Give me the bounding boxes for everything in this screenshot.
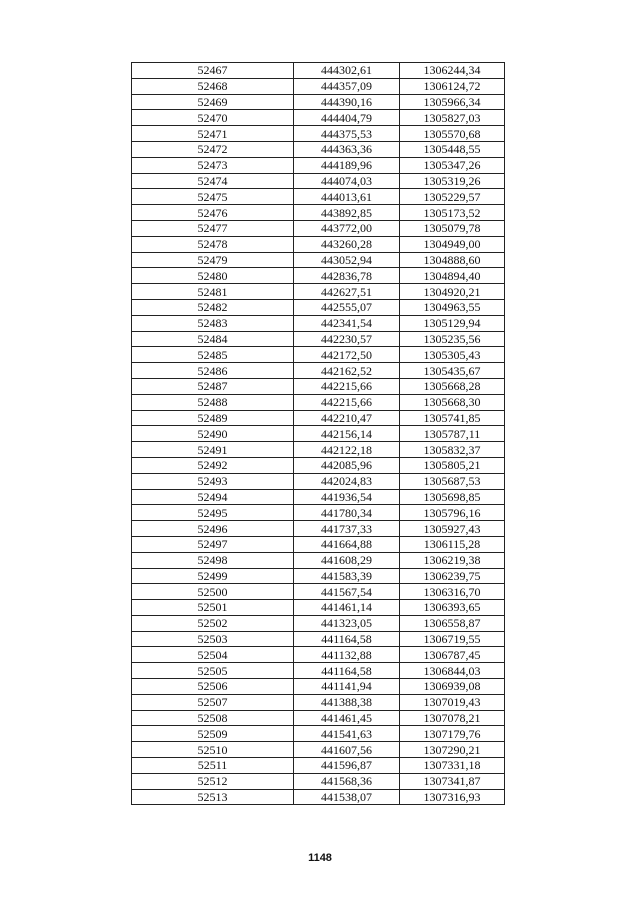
x-coordinate-cell: 441164,58	[294, 631, 400, 647]
point-number-cell: 52485	[132, 347, 294, 363]
x-coordinate-cell: 444390,16	[294, 94, 400, 110]
point-number-cell: 52503	[132, 631, 294, 647]
x-coordinate-cell: 441538,07	[294, 789, 400, 805]
table-row	[132, 505, 505, 521]
table-row	[132, 758, 505, 774]
x-coordinate-cell: 442215,66	[294, 378, 400, 394]
y-coordinate-cell: 1307331,18	[400, 758, 505, 774]
x-coordinate-cell: 442085,96	[294, 457, 400, 473]
point-number-cell: 52513	[132, 789, 294, 805]
point-number-cell: 52512	[132, 773, 294, 789]
y-coordinate-cell: 1305698,85	[400, 489, 505, 505]
x-coordinate-cell: 441583,39	[294, 568, 400, 584]
table-row	[132, 410, 505, 426]
table-row	[132, 78, 505, 94]
table-row	[132, 789, 505, 805]
table-row	[132, 457, 505, 473]
x-coordinate-cell: 442156,14	[294, 426, 400, 442]
table-row	[132, 315, 505, 331]
x-coordinate-cell: 443052,94	[294, 252, 400, 268]
y-coordinate-cell: 1306239,75	[400, 568, 505, 584]
y-coordinate-cell: 1306719,55	[400, 631, 505, 647]
point-number-cell: 52468	[132, 78, 294, 94]
point-number-cell: 52500	[132, 584, 294, 600]
x-coordinate-cell: 443892,85	[294, 205, 400, 221]
y-coordinate-cell: 1304963,55	[400, 299, 505, 315]
table-row	[132, 694, 505, 710]
point-number-cell: 52511	[132, 758, 294, 774]
point-number-cell: 52481	[132, 284, 294, 300]
point-number-cell: 52467	[132, 63, 294, 79]
table-row	[132, 552, 505, 568]
table-row	[132, 157, 505, 173]
point-number-cell: 52469	[132, 94, 294, 110]
y-coordinate-cell: 1305796,16	[400, 505, 505, 521]
point-number-cell: 52489	[132, 410, 294, 426]
y-coordinate-cell: 1306124,72	[400, 78, 505, 94]
point-number-cell: 52480	[132, 268, 294, 284]
y-coordinate-cell: 1305966,34	[400, 94, 505, 110]
point-number-cell: 52482	[132, 299, 294, 315]
point-number-cell: 52505	[132, 663, 294, 679]
point-number-cell: 52510	[132, 742, 294, 758]
point-number-cell: 52475	[132, 189, 294, 205]
point-number-cell: 52488	[132, 394, 294, 410]
y-coordinate-cell: 1305129,94	[400, 315, 505, 331]
x-coordinate-cell: 441596,87	[294, 758, 400, 774]
point-number-cell: 52484	[132, 331, 294, 347]
point-number-cell: 52501	[132, 600, 294, 616]
point-number-cell: 52499	[132, 568, 294, 584]
x-coordinate-cell: 442215,66	[294, 394, 400, 410]
y-coordinate-cell: 1305435,67	[400, 363, 505, 379]
y-coordinate-cell: 1305079,78	[400, 220, 505, 236]
x-coordinate-cell: 441541,63	[294, 726, 400, 742]
point-number-cell: 52507	[132, 694, 294, 710]
table-row	[132, 173, 505, 189]
coordinates-table-body	[132, 63, 505, 805]
y-coordinate-cell: 1305448,55	[400, 141, 505, 157]
y-coordinate-cell: 1307019,43	[400, 694, 505, 710]
table-row	[132, 268, 505, 284]
x-coordinate-cell: 441936,54	[294, 489, 400, 505]
point-number-cell: 52504	[132, 647, 294, 663]
x-coordinate-cell: 444363,36	[294, 141, 400, 157]
y-coordinate-cell: 1305927,43	[400, 521, 505, 537]
point-number-cell: 52495	[132, 505, 294, 521]
x-coordinate-cell: 443260,28	[294, 236, 400, 252]
y-coordinate-cell: 1305668,30	[400, 394, 505, 410]
table-row	[132, 299, 505, 315]
x-coordinate-cell: 441461,45	[294, 710, 400, 726]
x-coordinate-cell: 441608,29	[294, 552, 400, 568]
y-coordinate-cell: 1305687,53	[400, 473, 505, 489]
x-coordinate-cell: 444357,09	[294, 78, 400, 94]
coordinates-table	[131, 62, 505, 805]
point-number-cell: 52497	[132, 536, 294, 552]
x-coordinate-cell: 444189,96	[294, 157, 400, 173]
point-number-cell: 52487	[132, 378, 294, 394]
x-coordinate-cell: 444013,61	[294, 189, 400, 205]
x-coordinate-cell: 442024,83	[294, 473, 400, 489]
x-coordinate-cell: 441461,14	[294, 600, 400, 616]
table-row	[132, 679, 505, 695]
point-number-cell: 52509	[132, 726, 294, 742]
table-row	[132, 473, 505, 489]
y-coordinate-cell: 1307179,76	[400, 726, 505, 742]
x-coordinate-cell: 441164,58	[294, 663, 400, 679]
table-row	[132, 347, 505, 363]
y-coordinate-cell: 1305827,03	[400, 110, 505, 126]
point-number-cell: 52496	[132, 521, 294, 537]
y-coordinate-cell: 1306558,87	[400, 615, 505, 631]
point-number-cell: 52490	[132, 426, 294, 442]
x-coordinate-cell: 441132,88	[294, 647, 400, 663]
x-coordinate-cell: 443772,00	[294, 220, 400, 236]
table-row	[132, 363, 505, 379]
y-coordinate-cell: 1304888,60	[400, 252, 505, 268]
x-coordinate-cell: 441737,33	[294, 521, 400, 537]
point-number-cell: 52491	[132, 442, 294, 458]
point-number-cell: 52506	[132, 679, 294, 695]
x-coordinate-cell: 444375,53	[294, 126, 400, 142]
x-coordinate-cell: 444302,61	[294, 63, 400, 79]
y-coordinate-cell: 1304949,00	[400, 236, 505, 252]
y-coordinate-cell: 1306844,03	[400, 663, 505, 679]
point-number-cell: 52479	[132, 252, 294, 268]
point-number-cell: 52474	[132, 173, 294, 189]
x-coordinate-cell: 442122,18	[294, 442, 400, 458]
x-coordinate-cell: 441780,34	[294, 505, 400, 521]
x-coordinate-cell: 442162,52	[294, 363, 400, 379]
y-coordinate-cell: 1305319,26	[400, 173, 505, 189]
table-row	[132, 600, 505, 616]
x-coordinate-cell: 444404,79	[294, 110, 400, 126]
y-coordinate-cell: 1307341,87	[400, 773, 505, 789]
x-coordinate-cell: 442341,54	[294, 315, 400, 331]
x-coordinate-cell: 442210,47	[294, 410, 400, 426]
y-coordinate-cell: 1305805,21	[400, 457, 505, 473]
x-coordinate-cell: 441567,54	[294, 584, 400, 600]
y-coordinate-cell: 1306244,34	[400, 63, 505, 79]
x-coordinate-cell: 442555,07	[294, 299, 400, 315]
y-coordinate-cell: 1306939,08	[400, 679, 505, 695]
y-coordinate-cell: 1305305,43	[400, 347, 505, 363]
table-row	[132, 394, 505, 410]
table-row	[132, 710, 505, 726]
table-row	[132, 141, 505, 157]
point-number-cell: 52494	[132, 489, 294, 505]
table-row	[132, 742, 505, 758]
point-number-cell: 52477	[132, 220, 294, 236]
point-number-cell: 52492	[132, 457, 294, 473]
table-row	[132, 189, 505, 205]
y-coordinate-cell: 1307290,21	[400, 742, 505, 758]
table-row	[132, 126, 505, 142]
point-number-cell: 52472	[132, 141, 294, 157]
page-number: 1148	[308, 852, 332, 864]
table-row	[132, 489, 505, 505]
point-number-cell: 52478	[132, 236, 294, 252]
y-coordinate-cell: 1306787,45	[400, 647, 505, 663]
y-coordinate-cell: 1305235,56	[400, 331, 505, 347]
table-row	[132, 94, 505, 110]
table-row	[132, 615, 505, 631]
y-coordinate-cell: 1304894,40	[400, 268, 505, 284]
table-row	[132, 110, 505, 126]
x-coordinate-cell: 444074,03	[294, 173, 400, 189]
y-coordinate-cell: 1305787,11	[400, 426, 505, 442]
point-number-cell: 52502	[132, 615, 294, 631]
y-coordinate-cell: 1304920,21	[400, 284, 505, 300]
table-row	[132, 442, 505, 458]
point-number-cell: 52470	[132, 110, 294, 126]
y-coordinate-cell: 1307316,93	[400, 789, 505, 805]
table-row	[132, 205, 505, 221]
x-coordinate-cell: 442627,51	[294, 284, 400, 300]
y-coordinate-cell: 1305832,37	[400, 442, 505, 458]
table-row	[132, 426, 505, 442]
table-row	[132, 726, 505, 742]
y-coordinate-cell: 1305668,28	[400, 378, 505, 394]
point-number-cell: 52498	[132, 552, 294, 568]
y-coordinate-cell: 1305229,57	[400, 189, 505, 205]
y-coordinate-cell: 1305570,68	[400, 126, 505, 142]
table-row	[132, 331, 505, 347]
table-row	[132, 584, 505, 600]
x-coordinate-cell: 441664,88	[294, 536, 400, 552]
y-coordinate-cell: 1306316,70	[400, 584, 505, 600]
point-number-cell: 52483	[132, 315, 294, 331]
point-number-cell: 52471	[132, 126, 294, 142]
x-coordinate-cell: 442836,78	[294, 268, 400, 284]
table-row	[132, 252, 505, 268]
x-coordinate-cell: 441388,38	[294, 694, 400, 710]
table-row	[132, 568, 505, 584]
table-row	[132, 284, 505, 300]
point-number-cell: 52486	[132, 363, 294, 379]
table-row	[132, 631, 505, 647]
table-row	[132, 663, 505, 679]
table-row	[132, 220, 505, 236]
x-coordinate-cell: 442230,57	[294, 331, 400, 347]
table-row	[132, 63, 505, 79]
point-number-cell: 52508	[132, 710, 294, 726]
x-coordinate-cell: 441141,94	[294, 679, 400, 695]
point-number-cell: 52493	[132, 473, 294, 489]
y-coordinate-cell: 1305173,52	[400, 205, 505, 221]
y-coordinate-cell: 1307078,21	[400, 710, 505, 726]
y-coordinate-cell: 1306393,65	[400, 600, 505, 616]
x-coordinate-cell: 441568,36	[294, 773, 400, 789]
table-row	[132, 536, 505, 552]
y-coordinate-cell: 1305347,26	[400, 157, 505, 173]
x-coordinate-cell: 442172,50	[294, 347, 400, 363]
table-row	[132, 378, 505, 394]
point-number-cell: 52473	[132, 157, 294, 173]
point-number-cell: 52476	[132, 205, 294, 221]
x-coordinate-cell: 441323,05	[294, 615, 400, 631]
table-row	[132, 521, 505, 537]
table-row	[132, 236, 505, 252]
table-row	[132, 773, 505, 789]
table-row	[132, 647, 505, 663]
y-coordinate-cell: 1305741,85	[400, 410, 505, 426]
y-coordinate-cell: 1306219,38	[400, 552, 505, 568]
x-coordinate-cell: 441607,56	[294, 742, 400, 758]
y-coordinate-cell: 1306115,28	[400, 536, 505, 552]
